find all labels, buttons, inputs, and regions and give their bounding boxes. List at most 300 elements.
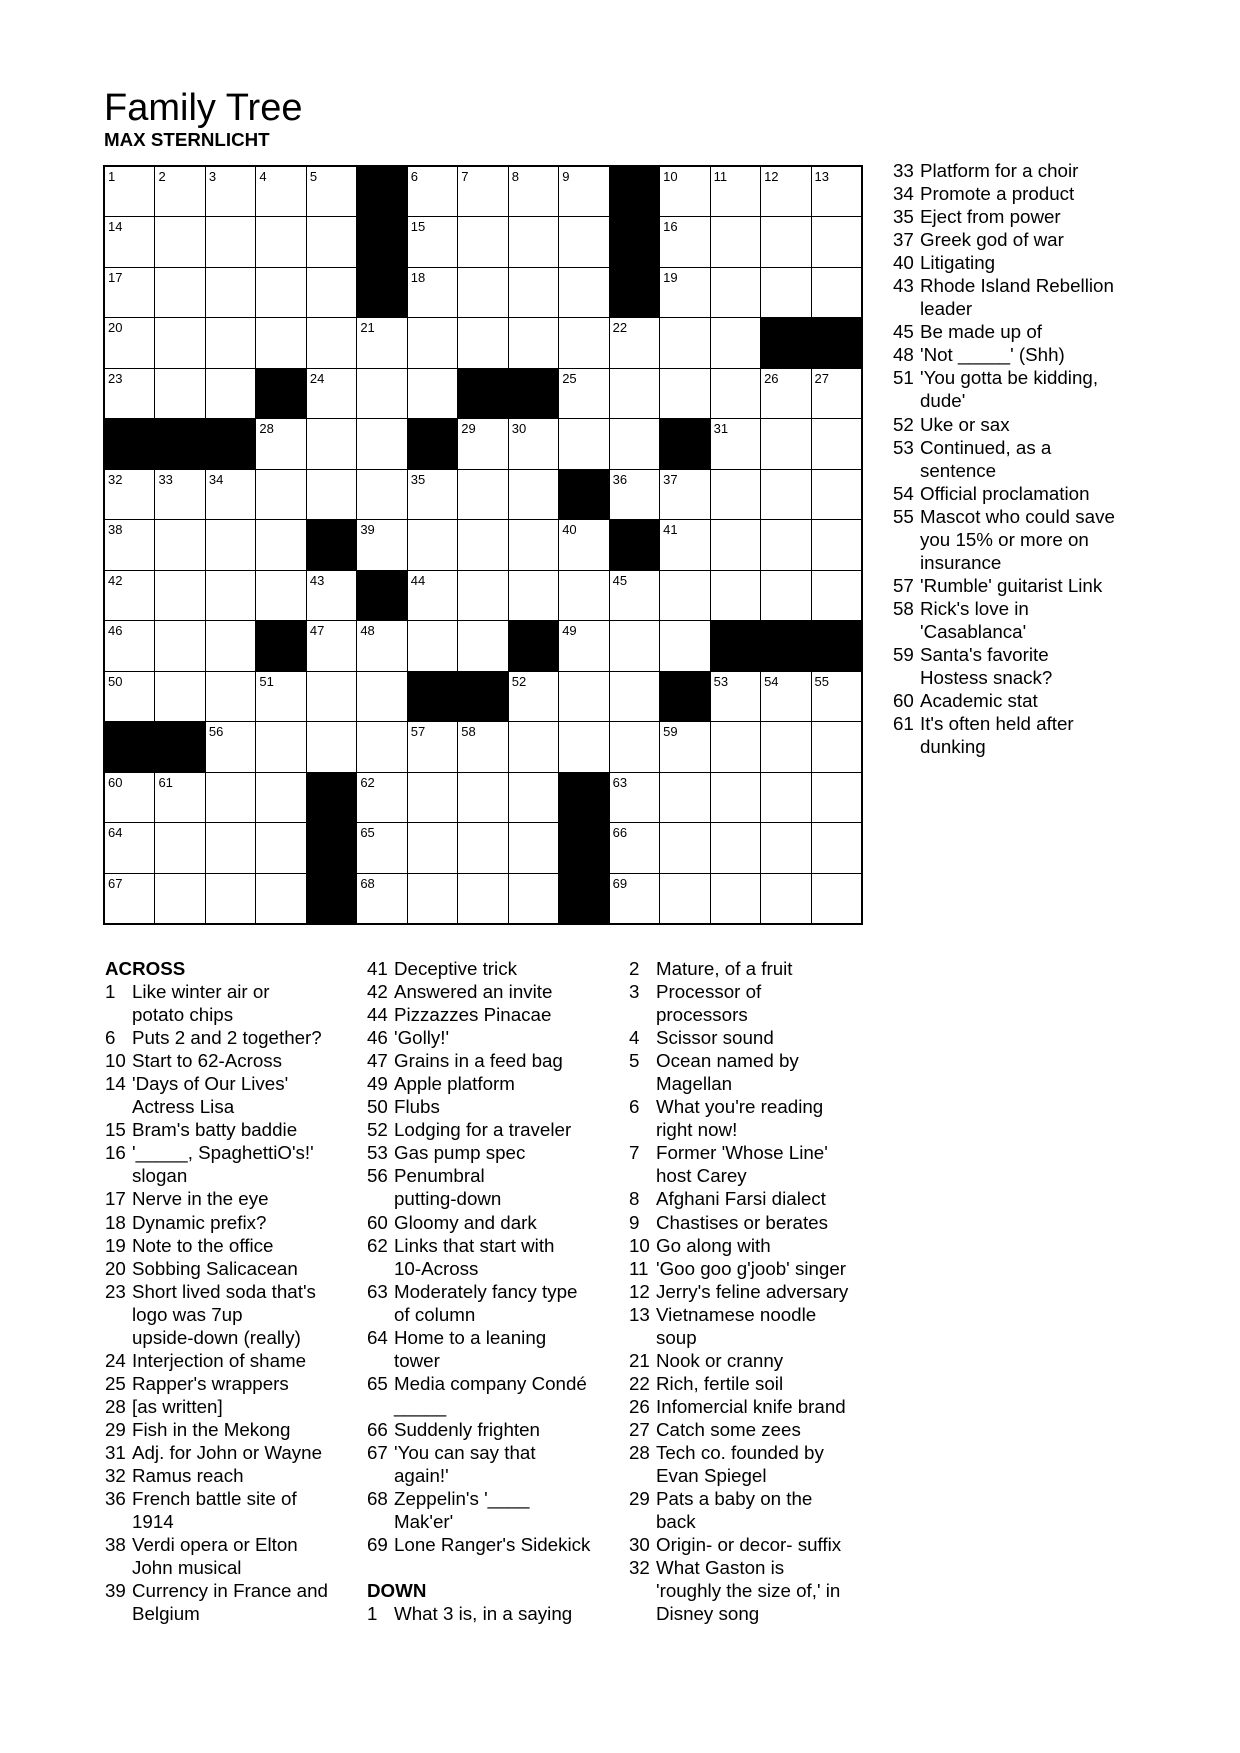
grid-square[interactable] xyxy=(155,217,204,266)
grid-square[interactable] xyxy=(357,672,406,721)
grid-square[interactable] xyxy=(711,217,760,266)
square-number: 27 xyxy=(814,370,829,386)
down-clue-2 xyxy=(629,957,848,980)
grid-square[interactable] xyxy=(559,520,608,569)
grid-square[interactable] xyxy=(761,520,810,569)
grid-square[interactable] xyxy=(408,470,457,519)
grid-square[interactable] xyxy=(812,369,861,418)
grid-square[interactable] xyxy=(509,318,558,367)
square-number: 52 xyxy=(511,673,527,689)
grid-square[interactable] xyxy=(307,419,356,468)
grid-square[interactable] xyxy=(105,773,154,822)
grid-square[interactable] xyxy=(408,167,457,216)
down-clue-60 xyxy=(893,689,1115,712)
grid-square[interactable] xyxy=(711,672,760,721)
clue-text-line: Uke or sax xyxy=(920,413,1010,435)
black-square xyxy=(105,722,154,771)
grid-square[interactable] xyxy=(761,419,810,468)
clue-text-line: insurance xyxy=(920,551,1002,573)
down-heading: DOWN xyxy=(367,1580,427,1602)
grid-square[interactable] xyxy=(357,722,406,771)
grid-square[interactable] xyxy=(357,874,406,923)
down-clue-59 xyxy=(893,643,1115,689)
grid-square[interactable] xyxy=(256,419,305,468)
grid-square[interactable] xyxy=(458,722,507,771)
grid-square[interactable] xyxy=(458,571,507,620)
clue-text xyxy=(132,1234,273,1257)
grid-square[interactable] xyxy=(155,369,204,418)
grid-square[interactable] xyxy=(256,318,305,367)
clue-text-line: Jerry's feline adversary xyxy=(656,1280,849,1302)
grid-square[interactable] xyxy=(610,318,659,367)
grid-square[interactable] xyxy=(610,470,659,519)
grid-square[interactable] xyxy=(559,268,608,317)
grid-square[interactable] xyxy=(711,874,760,923)
across-clue-25 xyxy=(105,1372,328,1395)
grid-square[interactable] xyxy=(357,369,406,418)
grid-square[interactable] xyxy=(458,874,507,923)
grid-square[interactable] xyxy=(408,773,457,822)
grid-square[interactable] xyxy=(155,672,204,721)
grid-square[interactable] xyxy=(610,823,659,872)
black-square xyxy=(408,419,457,468)
grid-square[interactable] xyxy=(256,470,305,519)
grid-square[interactable] xyxy=(307,722,356,771)
clue-text-line: of column xyxy=(394,1303,476,1325)
grid-square[interactable] xyxy=(509,419,558,468)
grid-square[interactable] xyxy=(408,268,457,317)
grid-square[interactable] xyxy=(307,571,356,620)
grid-square[interactable] xyxy=(155,520,204,569)
grid-square[interactable] xyxy=(105,823,154,872)
clue-text-line: It's often held after xyxy=(920,713,1074,735)
square-number: 17 xyxy=(108,269,123,285)
black-square xyxy=(155,722,204,771)
clue-text-line: Greek god of war xyxy=(920,229,1064,251)
grid-square[interactable] xyxy=(610,722,659,771)
grid-square[interactable] xyxy=(610,369,659,418)
grid-square[interactable] xyxy=(206,621,255,670)
clue-text-line: dunking xyxy=(920,736,986,758)
grid-square[interactable] xyxy=(206,167,255,216)
grid-square[interactable] xyxy=(155,773,204,822)
clue-number: 34 xyxy=(893,183,914,205)
square-number: 69 xyxy=(612,875,628,891)
down-clue-58 xyxy=(893,597,1115,643)
grid-square[interactable] xyxy=(408,520,457,569)
square-number: 35 xyxy=(410,471,426,487)
clue-number: 26 xyxy=(629,1395,650,1417)
clue-text xyxy=(920,413,1010,436)
down-clue-22 xyxy=(629,1372,848,1395)
grid-square[interactable] xyxy=(711,470,760,519)
grid-square[interactable] xyxy=(761,773,810,822)
clue-number: 29 xyxy=(629,1488,650,1510)
grid-square[interactable] xyxy=(458,167,507,216)
grid-square[interactable] xyxy=(509,470,558,519)
grid-square[interactable] xyxy=(761,874,810,923)
clue-text xyxy=(920,228,1064,251)
clue-number: 16 xyxy=(105,1142,126,1164)
grid-square[interactable] xyxy=(357,520,406,569)
grid-square[interactable] xyxy=(812,419,861,468)
grid-square[interactable] xyxy=(509,823,558,872)
grid-square[interactable] xyxy=(559,419,608,468)
clue-number: 1 xyxy=(367,1603,378,1625)
black-square xyxy=(307,520,356,569)
grid-square[interactable] xyxy=(711,722,760,771)
grid-square[interactable] xyxy=(761,571,810,620)
clue-text xyxy=(920,482,1090,505)
grid-square[interactable] xyxy=(660,823,709,872)
grid-square[interactable] xyxy=(458,419,507,468)
grid-square[interactable] xyxy=(357,419,406,468)
grid-square[interactable] xyxy=(256,217,305,266)
clue-text xyxy=(394,1211,537,1234)
grid-square[interactable] xyxy=(711,369,760,418)
grid-square[interactable] xyxy=(105,470,154,519)
black-square xyxy=(307,823,356,872)
grid-square[interactable] xyxy=(256,571,305,620)
grid-square[interactable] xyxy=(105,520,154,569)
down-clues-column xyxy=(629,957,848,1625)
grid-square[interactable] xyxy=(660,571,709,620)
grid-square[interactable] xyxy=(559,571,608,620)
clue-number: 46 xyxy=(367,1027,388,1049)
grid-square[interactable] xyxy=(610,874,659,923)
grid-square[interactable] xyxy=(458,773,507,822)
square-number: 53 xyxy=(713,673,729,689)
grid-square[interactable] xyxy=(509,217,558,266)
grid-square[interactable] xyxy=(761,722,810,771)
clue-text-line: Adj. for John or Wayne xyxy=(132,1441,323,1463)
grid-square[interactable] xyxy=(408,369,457,418)
grid-square[interactable] xyxy=(458,268,507,317)
clue-text xyxy=(394,1003,551,1026)
black-square xyxy=(559,823,608,872)
grid-square[interactable] xyxy=(307,318,356,367)
down-clue-29 xyxy=(629,1487,848,1533)
across-clue-47 xyxy=(367,1049,590,1072)
grid-square[interactable] xyxy=(711,268,760,317)
grid-square[interactable] xyxy=(509,268,558,317)
grid-square[interactable] xyxy=(559,621,608,670)
grid-square[interactable] xyxy=(660,520,709,569)
grid-square[interactable] xyxy=(660,268,709,317)
grid-square[interactable] xyxy=(761,268,810,317)
grid-square[interactable] xyxy=(357,318,406,367)
grid-square[interactable] xyxy=(711,571,760,620)
grid-square[interactable] xyxy=(559,672,608,721)
grid-square[interactable] xyxy=(711,520,760,569)
grid-square[interactable] xyxy=(256,874,305,923)
clue-text xyxy=(920,597,1029,643)
clue-text xyxy=(656,1026,774,1049)
grid-square[interactable] xyxy=(458,520,507,569)
down-clue-33 xyxy=(893,159,1115,182)
grid-square[interactable] xyxy=(357,470,406,519)
clue-text-line: Belgium xyxy=(132,1603,200,1625)
grid-square[interactable] xyxy=(105,318,154,367)
clue-number: 42 xyxy=(367,981,388,1003)
grid-square[interactable] xyxy=(610,773,659,822)
clue-number: 18 xyxy=(105,1211,126,1233)
grid-square[interactable] xyxy=(559,369,608,418)
grid-square[interactable] xyxy=(812,823,861,872)
grid-square[interactable] xyxy=(105,369,154,418)
grid-square[interactable] xyxy=(155,318,204,367)
grid-square[interactable] xyxy=(812,217,861,266)
grid-square[interactable] xyxy=(256,823,305,872)
grid-square[interactable] xyxy=(812,874,861,923)
clue-text-line: 'You gotta be kidding, xyxy=(920,367,1099,389)
grid-square[interactable] xyxy=(610,419,659,468)
clue-number: 31 xyxy=(105,1441,126,1463)
black-square xyxy=(357,167,406,216)
clue-text-line: Gloomy and dark xyxy=(394,1211,537,1233)
clue-text-line: Platform for a choir xyxy=(920,160,1079,181)
grid-square[interactable] xyxy=(256,167,305,216)
grid-square[interactable] xyxy=(660,621,709,670)
across-clue-60 xyxy=(367,1211,590,1234)
grid-square[interactable] xyxy=(105,571,154,620)
grid-square[interactable] xyxy=(105,268,154,317)
grid-square[interactable] xyxy=(206,874,255,923)
grid-square[interactable] xyxy=(408,722,457,771)
grid-square[interactable] xyxy=(206,773,255,822)
grid-square[interactable] xyxy=(458,621,507,670)
grid-square[interactable] xyxy=(357,621,406,670)
clue-text-line: _____ xyxy=(394,1395,447,1417)
clue-text xyxy=(394,1234,554,1280)
clue-text-line: Pizzazzes Pinacae xyxy=(394,1004,552,1026)
clue-text-line: Litigating xyxy=(920,252,996,274)
grid-square[interactable] xyxy=(509,672,558,721)
grid-square[interactable] xyxy=(761,823,810,872)
clue-text xyxy=(132,1141,314,1187)
grid-square[interactable] xyxy=(559,722,608,771)
grid-square[interactable] xyxy=(509,571,558,620)
clue-text-line: Apple platform xyxy=(394,1073,515,1095)
grid-square[interactable] xyxy=(408,823,457,872)
grid-square[interactable] xyxy=(307,369,356,418)
square-number: 25 xyxy=(562,370,577,386)
grid-square[interactable] xyxy=(660,369,709,418)
grid-square[interactable] xyxy=(155,167,204,216)
grid-square[interactable] xyxy=(761,369,810,418)
grid-square[interactable] xyxy=(206,217,255,266)
grid-square[interactable] xyxy=(812,167,861,216)
clue-text-line: What Gaston is xyxy=(656,1557,785,1579)
down-clue-28 xyxy=(629,1441,848,1487)
clue-text-line: host Carey xyxy=(656,1165,747,1187)
grid-square[interactable] xyxy=(812,470,861,519)
clue-text-line: Scissor sound xyxy=(656,1027,774,1049)
clue-number: 47 xyxy=(367,1050,388,1072)
down-clue-51 xyxy=(893,366,1115,412)
clue-text-line: John musical xyxy=(132,1557,242,1579)
grid-square[interactable] xyxy=(660,722,709,771)
across-clue-6 xyxy=(105,1026,328,1049)
grid-square[interactable] xyxy=(256,520,305,569)
grid-square[interactable] xyxy=(256,268,305,317)
grid-square[interactable] xyxy=(256,773,305,822)
clue-number: 48 xyxy=(893,344,914,366)
grid-square[interactable] xyxy=(206,318,255,367)
grid-square[interactable] xyxy=(812,520,861,569)
clue-number: 49 xyxy=(367,1073,388,1095)
grid-square[interactable] xyxy=(458,217,507,266)
grid-square[interactable] xyxy=(660,470,709,519)
black-square xyxy=(357,571,406,620)
grid-square[interactable] xyxy=(812,722,861,771)
clue-text xyxy=(656,1303,816,1349)
grid-square[interactable] xyxy=(660,167,709,216)
black-square xyxy=(711,621,760,670)
grid-square[interactable] xyxy=(812,571,861,620)
clue-text xyxy=(656,1533,841,1556)
grid-square[interactable] xyxy=(256,672,305,721)
grid-square[interactable] xyxy=(660,217,709,266)
clue-text xyxy=(656,1372,783,1395)
grid-square[interactable] xyxy=(408,621,457,670)
grid-square[interactable] xyxy=(559,167,608,216)
grid-square[interactable] xyxy=(155,823,204,872)
clue-text xyxy=(394,1072,515,1095)
grid-square[interactable] xyxy=(105,874,154,923)
grid-square[interactable] xyxy=(458,823,507,872)
grid-square[interactable] xyxy=(812,672,861,721)
grid-square[interactable] xyxy=(105,672,154,721)
grid-square[interactable] xyxy=(711,823,760,872)
grid-square[interactable] xyxy=(307,470,356,519)
grid-square[interactable] xyxy=(660,773,709,822)
grid-square[interactable] xyxy=(206,571,255,620)
grid-square[interactable] xyxy=(761,217,810,266)
grid-square[interactable] xyxy=(711,167,760,216)
grid-square[interactable] xyxy=(105,621,154,670)
grid-square[interactable] xyxy=(206,672,255,721)
grid-square[interactable] xyxy=(711,318,760,367)
grid-square[interactable] xyxy=(155,571,204,620)
grid-square[interactable] xyxy=(458,470,507,519)
clue-text-line: Tech co. founded by xyxy=(656,1441,824,1463)
square-number: 32 xyxy=(108,471,123,487)
grid-square[interactable] xyxy=(812,773,861,822)
grid-square[interactable] xyxy=(357,773,406,822)
clue-text-line: Ocean named by xyxy=(656,1050,799,1072)
grid-square[interactable] xyxy=(408,318,457,367)
grid-square[interactable] xyxy=(307,672,356,721)
across-clue-44 xyxy=(367,1003,590,1026)
clue-text-line: Santa's favorite xyxy=(920,643,1049,665)
grid-square[interactable] xyxy=(509,722,558,771)
grid-square[interactable] xyxy=(307,621,356,670)
grid-square[interactable] xyxy=(509,874,558,923)
grid-square[interactable] xyxy=(812,268,861,317)
grid-square[interactable] xyxy=(307,217,356,266)
grid-square[interactable] xyxy=(155,470,204,519)
grid-square[interactable] xyxy=(509,167,558,216)
square-number: 12 xyxy=(764,169,779,184)
grid-square[interactable] xyxy=(256,722,305,771)
across-clue-23 xyxy=(105,1280,328,1349)
clue-number: 10 xyxy=(629,1234,650,1256)
clue-text-line: 'Days of Our Lives' xyxy=(132,1073,289,1095)
grid-square[interactable] xyxy=(307,268,356,317)
grid-square[interactable] xyxy=(408,571,457,620)
grid-square[interactable] xyxy=(610,672,659,721)
grid-square[interactable] xyxy=(660,874,709,923)
clue-text xyxy=(656,1395,846,1418)
clue-text xyxy=(394,1164,501,1210)
grid-square[interactable] xyxy=(559,318,608,367)
grid-square[interactable] xyxy=(155,874,204,923)
square-number: 49 xyxy=(562,623,577,639)
clue-text xyxy=(920,712,1074,758)
square-number: 22 xyxy=(612,320,628,336)
across-clue-52 xyxy=(367,1118,590,1141)
across-clue-69 xyxy=(367,1533,590,1556)
clue-number: 24 xyxy=(105,1349,126,1371)
clue-number: 52 xyxy=(893,413,914,435)
grid-square[interactable] xyxy=(206,823,255,872)
grid-square[interactable] xyxy=(307,167,356,216)
down-clue-37 xyxy=(893,228,1115,251)
down-clue-55 xyxy=(893,505,1115,574)
clue-text-line: Start to 62-Across xyxy=(132,1050,283,1072)
clue-number: 13 xyxy=(629,1303,650,1325)
down-clue-4 xyxy=(629,1026,848,1049)
square-number: 39 xyxy=(360,522,375,538)
grid-square[interactable] xyxy=(206,722,255,771)
square-number: 19 xyxy=(663,269,678,285)
grid-square[interactable] xyxy=(357,823,406,872)
clue-text xyxy=(656,980,761,1026)
clue-text-line: right now! xyxy=(656,1119,738,1141)
grid-square[interactable] xyxy=(206,520,255,569)
grid-square[interactable] xyxy=(105,217,154,266)
grid-square[interactable] xyxy=(711,419,760,468)
grid-square[interactable] xyxy=(155,621,204,670)
square-number: 33 xyxy=(158,471,173,487)
grid-square[interactable] xyxy=(761,470,810,519)
square-number: 10 xyxy=(663,169,678,184)
grid-square[interactable] xyxy=(509,520,558,569)
clue-number: 11 xyxy=(629,1257,649,1279)
grid-square[interactable] xyxy=(610,571,659,620)
grid-square[interactable] xyxy=(408,217,457,266)
grid-square[interactable] xyxy=(206,268,255,317)
grid-square[interactable] xyxy=(761,167,810,216)
grid-square[interactable] xyxy=(105,167,154,216)
clue-text-line: Ramus reach xyxy=(132,1465,244,1487)
grid-square[interactable] xyxy=(509,773,558,822)
clue-number: 51 xyxy=(893,367,914,389)
grid-square[interactable] xyxy=(711,773,760,822)
grid-square[interactable] xyxy=(660,318,709,367)
grid-square[interactable] xyxy=(610,621,659,670)
square-number: 42 xyxy=(108,572,123,588)
grid-square[interactable] xyxy=(206,369,255,418)
grid-square[interactable] xyxy=(155,268,204,317)
down-clue-8 xyxy=(629,1187,848,1210)
grid-square[interactable] xyxy=(559,217,608,266)
grid-square[interactable] xyxy=(458,318,507,367)
grid-square[interactable] xyxy=(408,874,457,923)
grid-square[interactable] xyxy=(761,672,810,721)
grid-square[interactable] xyxy=(206,470,255,519)
